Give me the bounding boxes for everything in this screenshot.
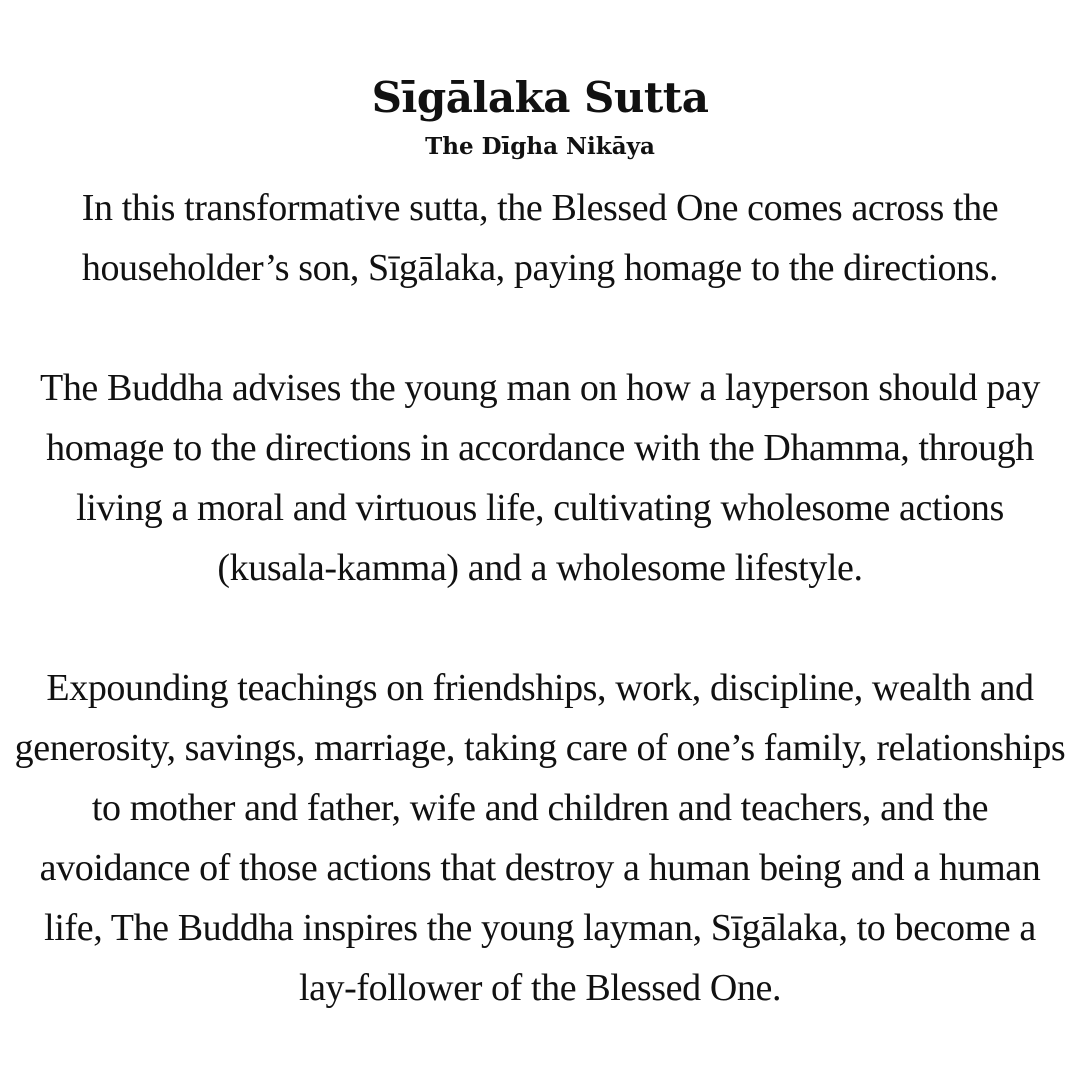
page-subtitle: The Dīgha Nikāya <box>425 133 655 160</box>
paragraph-intro: In this transformative sutta, the Blessed One comes across the householder’s son, Sīgālaka, paying homage to the directions. <box>81 187 999 289</box>
paragraph-advice: The Buddha advises the young man on how a layperson should pay homage to the directions in accordance with the Dhamma, through living a moral and virtuous life, cultivating wholesome actions (kusala-kamma) and a wholesome lifestyle. <box>40 367 1040 589</box>
paragraph-teachings: Expounding teachings on friendships, work, discipline, wealth and generosity, savings, marriage, taking care of one’s family, relationships to mother and father, wife and children and teachers, and the avoidance of those actions that destroy a human being and a human life, The Buddha inspires the young layman, Sīgālaka, to become a lay-follower of the Blessed One. <box>14 667 1066 1009</box>
body-text <box>14 178 1066 1018</box>
page-title: Sīgālaka Sutta <box>371 73 709 122</box>
